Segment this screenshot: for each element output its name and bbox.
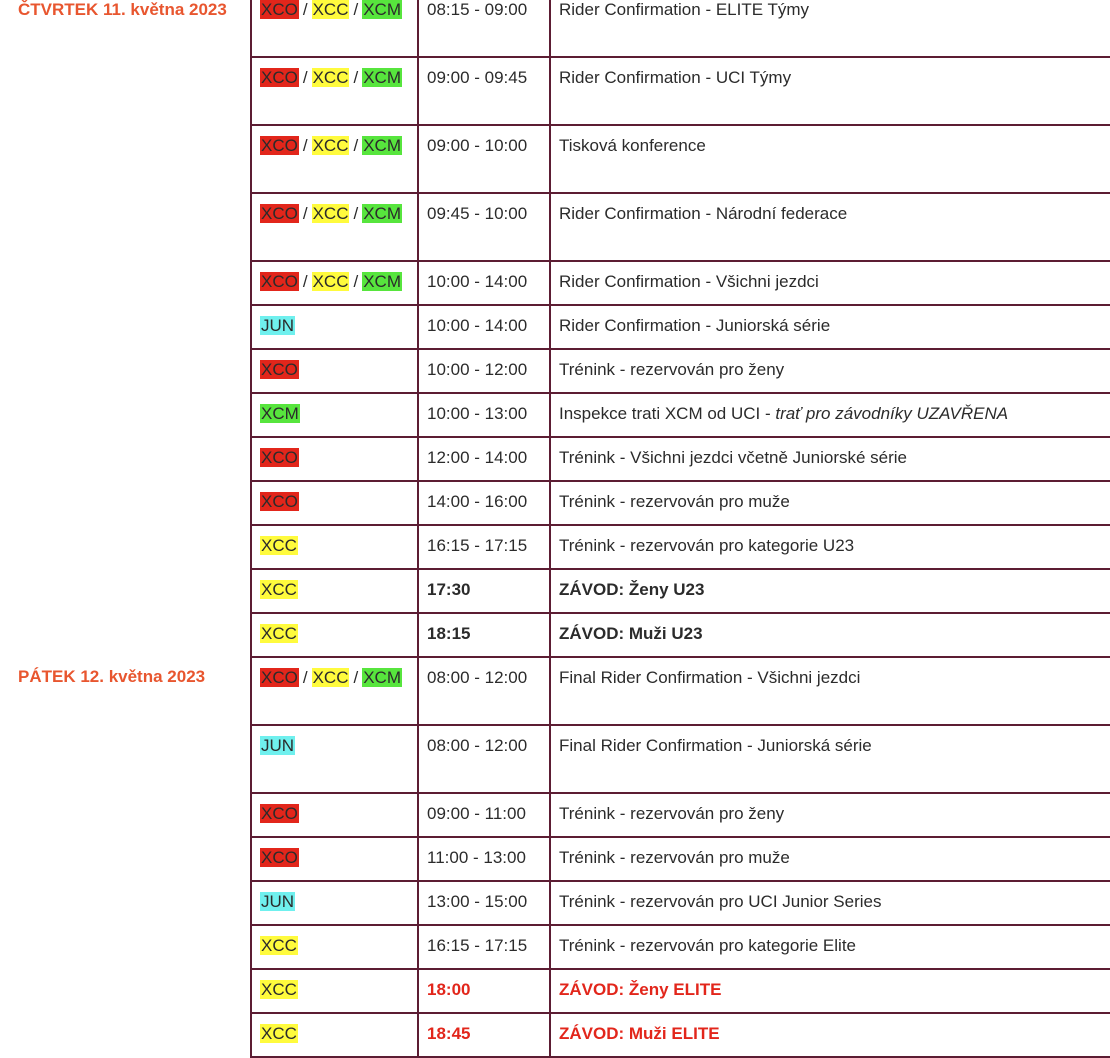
category-tag: XCM <box>363 0 401 19</box>
description-text: ZÁVOD: Muži ELITE <box>559 1024 720 1043</box>
description-cell <box>550 969 1110 1013</box>
time-cell: 09:45 - 10:00 <box>418 193 550 261</box>
category-cell <box>251 793 418 837</box>
description-text: Trénink - rezervován pro kategorie Elite <box>559 936 857 955</box>
description-cell <box>550 1013 1110 1057</box>
description-cell <box>550 437 1110 481</box>
description-text: Rider Confirmation - UCI Týmy <box>559 68 792 87</box>
description-italic-note: trať pro závodníky UZAVŘENA <box>775 404 1009 423</box>
time-cell: 12:00 - 14:00 <box>418 437 550 481</box>
category-tag: XCC <box>312 68 349 87</box>
day-heading: ČTVRTEK 11. května 2023 <box>18 0 227 19</box>
description-cell <box>550 481 1110 525</box>
description-text: ZÁVOD: Ženy ELITE <box>559 980 722 999</box>
time-cell: 09:00 - 09:45 <box>418 57 550 125</box>
description-text: Final Rider Confirmation - Všichni jezdci <box>559 668 861 687</box>
category-cell <box>251 837 418 881</box>
category-separator: / <box>353 0 359 19</box>
description-cell <box>550 305 1110 349</box>
category-tag: XCC <box>261 624 297 643</box>
description-text: Trénink - rezervován pro muže <box>559 492 790 511</box>
time-cell: 09:00 - 11:00 <box>418 793 550 837</box>
category-cell <box>251 261 418 305</box>
category-separator: / <box>353 668 359 687</box>
category-cell <box>251 437 418 481</box>
category-tag: XCO <box>261 272 298 291</box>
time-cell: 16:15 - 17:15 <box>418 925 550 969</box>
category-tag: XCC <box>261 536 297 555</box>
description-text: Rider Confirmation - Všichni jezdci <box>559 272 819 291</box>
category-tag: XCM <box>363 136 401 155</box>
category-tag: XCO <box>261 492 298 511</box>
category-tag: XCC <box>312 668 349 687</box>
description-text: Trénink - rezervován pro UCI Junior Series <box>559 892 882 911</box>
description-cell <box>550 837 1110 881</box>
category-cell <box>251 125 418 193</box>
time-cell: 10:00 - 13:00 <box>418 393 550 437</box>
category-separator: / <box>302 272 308 291</box>
category-separator: / <box>302 668 308 687</box>
description-text: Inspekce trati XCM od UCI - <box>559 404 776 423</box>
description-cell <box>550 657 1110 725</box>
category-tag: XCM <box>363 668 401 687</box>
category-tag: XCC <box>261 580 297 599</box>
category-tag: XCM <box>363 204 401 223</box>
table-row <box>0 657 1110 725</box>
category-cell <box>251 925 418 969</box>
time-cell: 08:00 - 12:00 <box>418 657 550 725</box>
category-tag: XCC <box>312 204 349 223</box>
category-cell <box>251 613 418 657</box>
category-separator: / <box>302 204 308 223</box>
category-tag: XCO <box>261 204 298 223</box>
time-cell: 09:00 - 10:00 <box>418 125 550 193</box>
category-tag: XCO <box>261 448 298 467</box>
time-cell: 10:00 - 12:00 <box>418 349 550 393</box>
category-tag: XCO <box>261 360 298 379</box>
category-cell <box>251 1013 418 1057</box>
category-tag: XCM <box>363 68 401 87</box>
description-cell <box>550 0 1110 57</box>
category-tag: XCC <box>261 980 297 999</box>
category-tag: XCM <box>363 272 401 291</box>
description-text: Final Rider Confirmation - Juniorská série <box>559 736 872 755</box>
category-cell <box>251 193 418 261</box>
category-cell <box>251 0 418 57</box>
time-cell: 14:00 - 16:00 <box>418 481 550 525</box>
category-cell <box>251 725 418 793</box>
description-text: Trénink - rezervován pro ženy <box>559 804 785 823</box>
category-tag: XCC <box>312 136 349 155</box>
description-text: ZÁVOD: Muži U23 <box>559 624 703 643</box>
category-separator: / <box>353 272 359 291</box>
time-cell: 10:00 - 14:00 <box>418 305 550 349</box>
category-tag: XCO <box>261 0 298 19</box>
time-cell: 18:00 <box>418 969 550 1013</box>
category-cell <box>251 881 418 925</box>
description-text: Trénink - rezervován pro ženy <box>559 360 785 379</box>
time-cell: 18:15 <box>418 613 550 657</box>
description-cell <box>550 793 1110 837</box>
description-cell <box>550 925 1110 969</box>
description-text: Trénink - rezervován pro muže <box>559 848 790 867</box>
description-cell <box>550 193 1110 261</box>
category-tag: XCC <box>261 1024 297 1043</box>
category-tag: JUN <box>261 316 295 335</box>
time-cell: 10:00 - 14:00 <box>418 261 550 305</box>
category-tag: JUN <box>261 892 295 911</box>
time-cell: 13:00 - 15:00 <box>418 881 550 925</box>
category-separator: / <box>302 136 308 155</box>
description-cell <box>550 525 1110 569</box>
description-text: Rider Confirmation - Juniorská série <box>559 316 831 335</box>
category-separator: / <box>353 204 359 223</box>
category-tag: XCM <box>261 404 299 423</box>
time-cell: 08:15 - 09:00 <box>418 0 550 57</box>
description-text: Trénink - rezervován pro kategorie U23 <box>559 536 855 555</box>
time-cell: 11:00 - 13:00 <box>418 837 550 881</box>
day-heading: PÁTEK 12. května 2023 <box>18 667 206 686</box>
category-tag: XCO <box>261 668 298 687</box>
table-row <box>0 0 1110 57</box>
time-cell: 16:15 - 17:15 <box>418 525 550 569</box>
category-tag: XCC <box>312 0 349 19</box>
description-cell <box>550 57 1110 125</box>
category-tag: XCO <box>261 136 298 155</box>
category-tag: XCC <box>261 936 297 955</box>
category-separator: / <box>302 0 308 19</box>
category-cell <box>251 349 418 393</box>
time-cell: 08:00 - 12:00 <box>418 725 550 793</box>
category-cell <box>251 525 418 569</box>
description-text: ZÁVOD: Ženy U23 <box>559 580 705 599</box>
category-cell <box>251 305 418 349</box>
category-separator: / <box>302 68 308 87</box>
description-cell <box>550 725 1110 793</box>
description-cell <box>550 125 1110 193</box>
category-tag: XCO <box>261 68 298 87</box>
description-text: Tisková konference <box>559 136 706 155</box>
category-separator: / <box>353 68 359 87</box>
category-tag: JUN <box>261 736 295 755</box>
category-tag: XCC <box>312 272 349 291</box>
description-cell <box>550 613 1110 657</box>
category-cell <box>251 57 418 125</box>
category-cell <box>251 969 418 1013</box>
description-cell <box>550 261 1110 305</box>
category-cell <box>251 393 418 437</box>
description-cell <box>550 393 1110 437</box>
description-text: Rider Confirmation - Národní federace <box>559 204 848 223</box>
description-text: Rider Confirmation - ELITE Týmy <box>559 0 810 19</box>
description-text: Trénink - Všichni jezdci včetně Juniorské série <box>559 448 908 467</box>
category-cell <box>251 569 418 613</box>
description-cell <box>550 349 1110 393</box>
time-cell: 18:45 <box>418 1013 550 1057</box>
category-tag: XCO <box>261 804 298 823</box>
category-separator: / <box>353 136 359 155</box>
description-cell <box>550 881 1110 925</box>
category-tag: XCO <box>261 848 298 867</box>
time-cell: 17:30 <box>418 569 550 613</box>
category-cell <box>251 481 418 525</box>
description-cell <box>550 569 1110 613</box>
category-cell <box>251 657 418 725</box>
